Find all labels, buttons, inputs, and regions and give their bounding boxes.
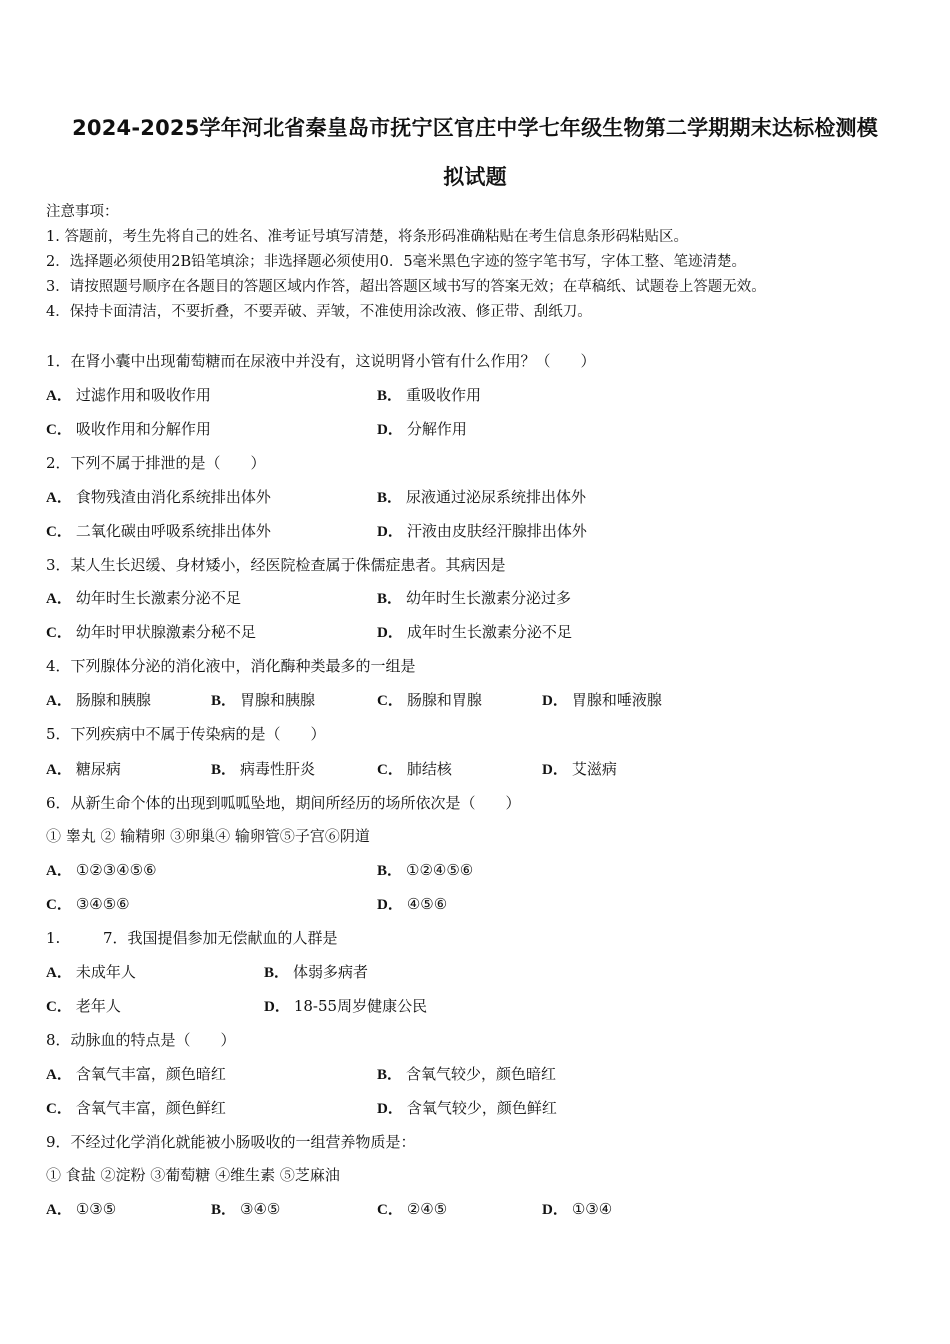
option-d: D． ④⑤⑥: [377, 895, 448, 913]
option-b: B． 胃腺和胰腺: [211, 691, 316, 709]
option-a: A． 未成年人: [46, 963, 136, 981]
question-stem: 5．下列疾病中不属于传染病的是（ ）: [46, 725, 326, 743]
document-title-line-1: 2024-2025学年河北省秦皇岛市抚宁区官庄中学七年级生物第二学期期末达标检测模: [72, 116, 878, 140]
option-c: C． ③④⑤⑥: [46, 895, 130, 913]
list-number: 1.: [46, 929, 61, 947]
option-c: C． 肠腺和胃腺: [377, 691, 482, 709]
option-b: B． 尿液通过泌尿系统排出体外: [377, 488, 587, 506]
option-a: A． ①②③④⑤⑥: [46, 861, 157, 879]
notice-item: 1. 答题前，考生先将自己的姓名、准考证号填写清楚，将条形码准确粘贴在考生信息条形码粘贴区。: [46, 229, 688, 245]
option-d: D． 汗液由皮肤经汗腺排出体外: [377, 522, 587, 540]
document-title-line-2: 拟试题: [443, 165, 507, 189]
notice-item: 2．选择题必须使用2B铅笔填涂；非选择题必须使用0．5毫米黑色字迹的签字笔书写，字体工整、笔迹清楚。: [46, 254, 747, 270]
notice-item: 4．保持卡面清洁，不要折叠，不要弄破、弄皱，不准使用涂改液、修正带、刮纸刀。: [46, 304, 592, 320]
option-d: D． 含氧气较少，颜色鲜红: [377, 1099, 557, 1117]
question-stem: 3．某人生长迟缓、身材矮小，经医院检查属于侏儒症患者。其病因是: [46, 556, 506, 574]
question-stem: 8．动脉血的特点是（ ）: [46, 1031, 236, 1049]
option-b: B． 幼年时生长激素分泌过多: [377, 589, 572, 607]
option-c: C． 幼年时甲状腺激素分秘不足: [46, 623, 256, 641]
option-a: A． 幼年时生长激素分泌不足: [46, 589, 241, 607]
option-c: C． ②④⑤: [377, 1200, 448, 1218]
option-b: B． ①②④⑤⑥: [377, 861, 474, 879]
option-d: D． ①③④: [542, 1200, 613, 1218]
question-stem: 2．下列不属于排泄的是（ ）: [46, 454, 266, 472]
notice-item: 3．请按照题号顺序在各题目的答题区域内作答，超出答题区域书写的答案无效；在草稿纸、试题卷上答题无效。: [46, 279, 766, 295]
option-a: A． 肠腺和胰腺: [46, 691, 151, 709]
question-stem: 7．我国提倡参加无偿献血的人群是: [103, 929, 338, 947]
option-a: A． 过滤作用和吸收作用: [46, 386, 211, 404]
question-sub-items: ① 睾丸 ② 输精卵 ③卵巢④ 输卵管⑤子宫⑥阴道: [46, 827, 370, 845]
option-b: B． 体弱多病者: [264, 963, 369, 981]
option-d: D． 分解作用: [377, 420, 467, 438]
option-b: B． 含氧气较少，颜色暗红: [377, 1065, 557, 1083]
option-a: A． 食物残渣由消化系统排出体外: [46, 488, 271, 506]
option-b: B． 病毒性肝炎: [211, 760, 316, 778]
option-b: B． 重吸收作用: [377, 386, 482, 404]
option-c: C． 二氧化碳由呼吸系统排出体外: [46, 522, 271, 540]
option-c: C． 含氧气丰富，颜色鲜红: [46, 1099, 226, 1117]
option-d: D． 艾滋病: [542, 760, 617, 778]
question-sub-items: ① 食盐 ②淀粉 ③葡萄糖 ④维生素 ⑤芝麻油: [46, 1166, 340, 1184]
option-d: D． 18-55周岁健康公民: [264, 997, 428, 1015]
option-c: C． 肺结核: [377, 760, 452, 778]
option-d: D． 成年时生长激素分泌不足: [377, 623, 572, 641]
question-stem: 6．从新生命个体的出现到呱呱坠地，期间所经历的场所依次是（ ）: [46, 794, 521, 812]
option-a: A． ①③⑤: [46, 1200, 117, 1218]
option-c: C． 老年人: [46, 997, 121, 1015]
option-b: B． ③④⑤: [211, 1200, 281, 1218]
question-stem: 9．不经过化学消化就能被小肠吸收的一组营养物质是：: [46, 1133, 416, 1151]
option-a: A． 含氧气丰富，颜色暗红: [46, 1065, 226, 1083]
option-d: D． 胃腺和唾液腺: [542, 691, 662, 709]
option-c: C． 吸收作用和分解作用: [46, 420, 211, 438]
notice-heading: 注意事项：: [46, 204, 119, 220]
option-a: A． 糖尿病: [46, 760, 121, 778]
question-stem: 1．在肾小囊中出现葡萄糖而在尿液中并没有，这说明肾小管有什么作用？（ ）: [46, 352, 596, 370]
question-stem: 4．下列腺体分泌的消化液中，消化酶种类最多的一组是: [46, 657, 416, 675]
